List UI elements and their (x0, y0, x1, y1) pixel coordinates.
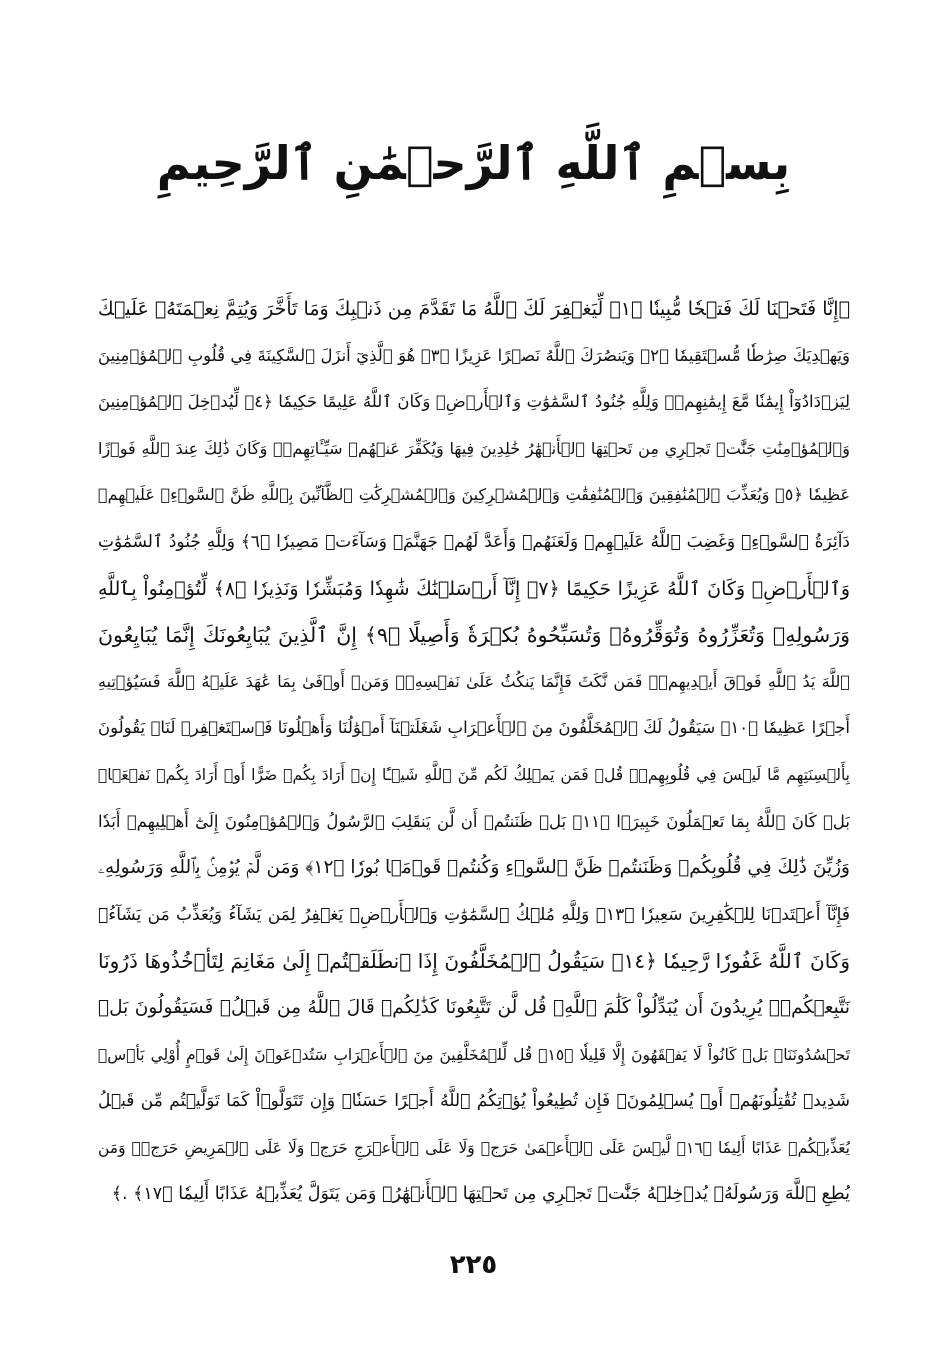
basmala-heading: بِسۡمِ ٱللَّهِ ٱلرَّحۡمَٰنِ ٱلرَّحِيمِ (156, 136, 791, 190)
verse-line: يُعَذِّبۡكُمۡ عَذَابًا أَلِيمٗا ﴿١٦﴾ لَّيۡسَ عَلَى ٱلۡأَعۡمَىٰ حَرَجٞ وَلَا عَلَى ٱلۡأَعۡرَجِ حَرَجٞ وَلَا عَلَى ٱلۡمَرِيضِ حَرَجٞۗ وَمَن (98, 1138, 850, 1157)
verse-line: وَزُيِّنَ ذَٰلِكَ فِي قُلُوبِكُمۡ وَظَنَنتُمۡ ظَنَّ ٱلسَّوۡءِ وَكُنتُمۡ قَوۡمَۢا بُورٗا ﴿١٢﴾ وَمَن لَّمۡ يُؤۡمِنۢ بِٱللَّهِ وَرَسُولِهِۦ (98, 857, 850, 879)
verse-line: وَٱلۡمُؤۡمِنَٰتِ جَنَّٰتٖ تَجۡرِي مِن تَحۡتِهَا ٱلۡأَنۡهَٰرُ خَٰلِدِينَ فِيهَا وَيُكَفِّرَ عَنۡهُمۡ سَيِّـَٔاتِهِمۡۚ وَكَانَ ذَٰلِكَ عِندَ ٱللَّهِ فَوۡزًا (98, 438, 850, 458)
verse-line: ٱللَّهَ يَدُ ٱللَّهِ فَوۡقَ أَيۡدِيهِمۡۚ فَمَن نَّكَثَ فَإِنَّمَا يَنكُثُ عَلَىٰ نَفۡسِهِۦۖ وَمَنۡ أَوۡفَىٰ بِمَا عَٰهَدَ عَلَيۡهُ ٱللَّهَ فَسَيُؤۡتِيهِ (98, 671, 850, 691)
verse-line: يُطِعِ ٱللَّهَ وَرَسُولَهُۥ يُدۡخِلۡهُ جَنَّٰتٖ تَجۡرِي مِن تَحۡتِهَا ٱلۡأَنۡهَٰرُۖ وَمَن يَتَوَلَّ يُعَذِّبۡهُ عَذَابًا أَلِيمٗا ﴿١٧﴾ .﴾ (111, 1184, 850, 1205)
verses-block (98, 286, 850, 1218)
verse-line: فَإِنَّآ أَعۡتَدۡنَا لِلۡكَٰفِرِينَ سَعِيرٗا ﴿١٣﴾ وَلِلَّهِ مُلۡكُ ٱلسَّمَٰوَٰتِ وَٱلۡأَرۡضِۚ يَغۡفِرُ لِمَن يَشَآءُ وَيُعَذِّبُ مَن يَشَآءُۚ (98, 904, 850, 925)
verse-line: وَٱلۡأَرۡضِۚ وَكَانَ ٱللَّهُ عَزِيزًا حَكِيمًا ﴿٧﴾ إِنَّآ أَرۡسَلۡنَٰكَ شَٰهِدٗا وَمُبَشِّرٗا وَنَذِيرٗا ﴿٨﴾ لِّتُؤۡمِنُواْ بِٱللَّهِ (98, 577, 850, 600)
verse-line: تَحۡسُدُونَنَاۚ بَلۡ كَانُواْ لَا يَفۡقَهُونَ إِلَّا قَلِيلٗا ﴿١٥﴾ قُل لِّلۡمُخَلَّفِينَ مِنَ ٱلۡأَعۡرَابِ سَتُدۡعَوۡنَ إِلَىٰ قَوۡمٍ أُوْلِي بَأۡسٖ (98, 1045, 850, 1064)
verse-line: بَلۡ كَانَ ٱللَّهُ بِمَا تَعۡمَلُونَ خَبِيرَۢا ﴿١١﴾ بَلۡ ظَنَنتُمۡ أَن لَّن يَنقَلِبَ ٱلرَّسُولُ وَٱلۡمُؤۡمِنُونَ إِلَىٰٓ أَهۡلِيهِمۡ أَبَدٗا (98, 811, 850, 831)
verse-line: شَدِيدٖ تُقَٰتِلُونَهُمۡ أَوۡ يُسۡلِمُونَۖ فَإِن تُطِيعُواْ يُؤۡتِكُمُ ٱللَّهُ أَجۡرًا حَسَنٗاۖ وَإِن تَتَوَلَّوۡاْ كَمَا تَوَلَّيۡتُم مِّن قَبۡلُ (98, 1091, 850, 1112)
verse-line: وَيَهۡدِيَكَ صِرَٰطٗا مُّسۡتَقِيمٗا ﴿٢﴾ وَيَنصُرَكَ ٱللَّهُ نَصۡرًا عَزِيزًا ﴿٣﴾ هُوَ ٱلَّذِيٓ أَنزَلَ ٱلسَّكِينَةَ فِي قُلُوبِ ٱلۡمُؤۡمِنِينَ (98, 345, 850, 365)
verse-line: بِأَلۡسِنَتِهِم مَّا لَيۡسَ فِي قُلُوبِهِمۡۚ قُلۡ فَمَن يَمۡلِكُ لَكُم مِّنَ ٱللَّهِ شَيۡـًٔا إِنۡ أَرَادَ بِكُمۡ ضَرًّا أَوۡ أَرَادَ بِكُمۡ نَفۡعَۢاۚ (98, 765, 850, 784)
verse-line: وَرَسُولِهِۦ وَتُعَزِّرُوهُ وَتُوَقِّرُوهُۚ وَتُسَبِّحُوهُ بُكۡرَةٗ وَأَصِيلًا ﴿٩﴾ إِنَّ ٱلَّذِينَ يُبَايِعُونَكَ إِنَّمَا يُبَايِعُونَ (98, 623, 850, 648)
verse-line: أَجۡرًا عَظِيمٗا ﴿١٠﴾ سَيَقُولُ لَكَ ٱلۡمُخَلَّفُونَ مِنَ ٱلۡأَعۡرَابِ شَغَلَتۡنَآ أَمۡوَٰلُنَا وَأَهۡلُونَا فَٱسۡتَغۡفِرۡ لَنَاۚ يَقُولُونَ (98, 718, 850, 738)
page-number: ٢٢٥ (449, 1250, 498, 1280)
verse-line: دَآئِرَةُ ٱلسَّوۡءِۖ وَغَضِبَ ٱللَّهُ عَلَيۡهِمۡ وَلَعَنَهُمۡ وَأَعَدَّ لَهُمۡ جَهَنَّمَۖ وَسَآءَتۡ مَصِيرٗا ﴿٦﴾ وَلِلَّهِ جُنُودُ ٱلسَّمَٰوَٰتِ (98, 531, 850, 552)
verse-line: عَظِيمٗا ﴿٥﴾ وَيُعَذِّبَ ٱلۡمُنَٰفِقِينَ وَٱلۡمُنَٰفِقَٰتِ وَٱلۡمُشۡرِكِينَ وَٱلۡمُشۡرِكَٰتِ ٱلظَّآنِّينَ بِٱللَّهِ ظَنَّ ٱلسَّوۡءِۚ عَلَيۡهِمۡ (98, 485, 850, 505)
verse-line: نَتَّبِعۡكُمۡۖ يُرِيدُونَ أَن يُبَدِّلُواْ كَلَٰمَ ٱللَّهِۚ قُل لَّن تَتَّبِعُونَا كَذَٰلِكُمۡ قَالَ ٱللَّهُ مِن قَبۡلُۖ فَسَيَقُولُونَ بَلۡ (98, 996, 850, 1018)
verse-line: لِيَزۡدَادُوٓاْ إِيمَٰنٗا مَّعَ إِيمَٰنِهِمۡۗ وَلِلَّهِ جُنُودُ ٱلسَّمَٰوَٰتِ وَٱلۡأَرۡضِۚ وَكَانَ ٱللَّهُ عَلِيمًا حَكِيمٗا ﴿٤﴾ لِّيُدۡخِلَ ٱلۡمُؤۡمِنِينَ (98, 392, 850, 412)
verse-line: وَكَانَ ٱللَّهُ غَفُورٗا رَّحِيمٗا ﴿١٤﴾ سَيَقُولُ ٱلۡمُخَلَّفُونَ إِذَا ٱنطَلَقۡتُمۡ إِلَىٰ مَغَانِمَ لِتَأۡخُذُوهَا ذَرُونَا (98, 949, 850, 974)
verse-line: ﴿إِنَّا فَتَحۡنَا لَكَ فَتۡحٗا مُّبِينٗا ﴿١﴾ لِّيَغۡفِرَ لَكَ ٱللَّهُ مَا تَقَدَّمَ مِن ذَنۢبِكَ وَمَا تَأَخَّرَ وَيُتِمَّ نِعۡمَتَهُۥ عَلَيۡكَ (98, 298, 850, 320)
